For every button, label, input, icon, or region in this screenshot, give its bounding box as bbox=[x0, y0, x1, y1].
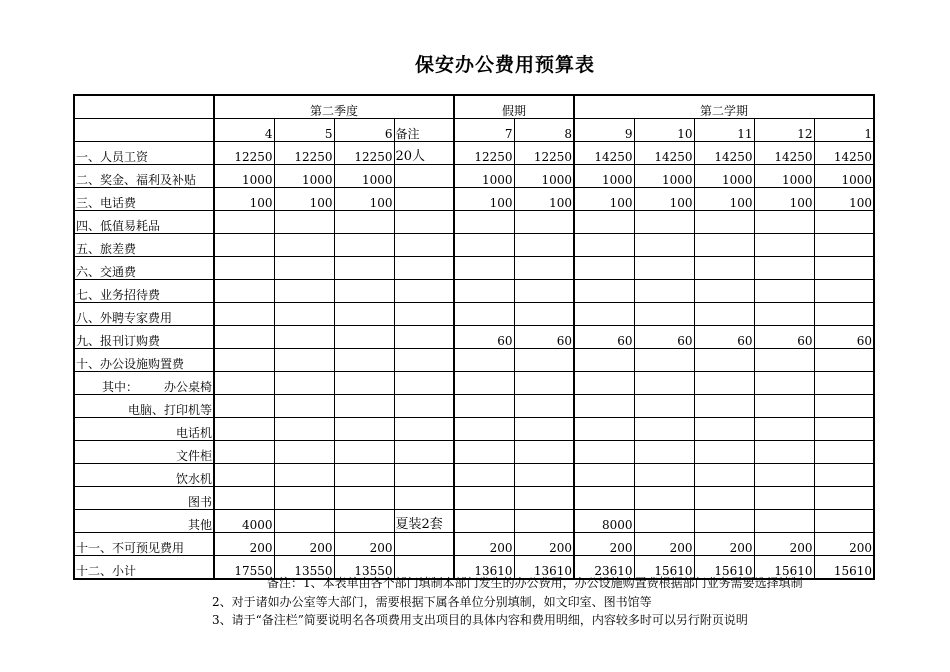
value-cell bbox=[514, 234, 574, 257]
value-cell bbox=[454, 464, 514, 487]
value-cell bbox=[694, 395, 754, 418]
value-cell bbox=[754, 303, 814, 326]
value-cell: 100 bbox=[754, 188, 814, 211]
value-cell bbox=[274, 326, 334, 349]
value-cell bbox=[274, 303, 334, 326]
value-cell bbox=[694, 487, 754, 510]
value-cell: 60 bbox=[514, 326, 574, 349]
sub-item-label bbox=[74, 372, 214, 395]
table-row bbox=[74, 142, 874, 165]
remark-cell bbox=[394, 487, 454, 510]
value-cell bbox=[694, 211, 754, 234]
sub-item-text: 办公桌椅 bbox=[163, 380, 212, 394]
value-cell: 60 bbox=[574, 326, 634, 349]
value-cell bbox=[454, 234, 514, 257]
value-cell: 200 bbox=[694, 533, 754, 556]
value-cell bbox=[514, 372, 574, 395]
value-cell bbox=[574, 418, 634, 441]
value-cell: 200 bbox=[514, 533, 574, 556]
value-cell: 60 bbox=[814, 326, 874, 349]
value-cell: 200 bbox=[634, 533, 694, 556]
value-cell: 13610 bbox=[514, 556, 574, 580]
value-cell: 100 bbox=[514, 188, 574, 211]
month-header: 6 bbox=[334, 119, 394, 142]
table-row bbox=[74, 418, 874, 441]
value-cell bbox=[754, 349, 814, 372]
table-row bbox=[74, 165, 874, 188]
value-cell: 1000 bbox=[814, 165, 874, 188]
value-cell bbox=[514, 464, 574, 487]
value-cell bbox=[214, 418, 274, 441]
value-cell: 100 bbox=[634, 188, 694, 211]
value-cell bbox=[574, 211, 634, 234]
value-cell bbox=[274, 395, 334, 418]
value-cell bbox=[274, 257, 334, 280]
value-cell: 14250 bbox=[754, 142, 814, 165]
value-cell bbox=[634, 280, 694, 303]
month-header: 8 bbox=[514, 119, 574, 142]
value-cell bbox=[274, 234, 334, 257]
value-cell: 200 bbox=[814, 533, 874, 556]
value-cell: 1000 bbox=[334, 165, 394, 188]
value-cell: 200 bbox=[754, 533, 814, 556]
value-cell bbox=[514, 487, 574, 510]
value-cell bbox=[814, 349, 874, 372]
item-label: 八、外聘专家费用 bbox=[74, 303, 214, 326]
value-cell bbox=[334, 464, 394, 487]
item-label: 十、办公设施购置费 bbox=[74, 349, 214, 372]
sub-item-label bbox=[74, 441, 214, 464]
value-cell bbox=[334, 418, 394, 441]
value-cell bbox=[754, 234, 814, 257]
remark-cell bbox=[394, 280, 454, 303]
remark-cell bbox=[394, 326, 454, 349]
value-cell: 12250 bbox=[334, 142, 394, 165]
value-cell: 100 bbox=[274, 188, 334, 211]
month-header: 4 bbox=[214, 119, 274, 142]
value-cell bbox=[334, 372, 394, 395]
remark-cell bbox=[394, 441, 454, 464]
sub-item-label bbox=[74, 395, 214, 418]
value-cell bbox=[214, 487, 274, 510]
value-cell bbox=[634, 211, 694, 234]
value-cell bbox=[694, 441, 754, 464]
value-cell bbox=[214, 211, 274, 234]
value-cell bbox=[814, 280, 874, 303]
value-cell bbox=[514, 349, 574, 372]
value-cell bbox=[454, 372, 514, 395]
value-cell bbox=[634, 418, 694, 441]
group-term2: 第二学期 bbox=[574, 95, 874, 119]
item-label: 十一、不可预见费用 bbox=[74, 533, 214, 556]
value-cell: 60 bbox=[454, 326, 514, 349]
value-cell bbox=[214, 372, 274, 395]
value-cell bbox=[454, 349, 514, 372]
value-cell: 15610 bbox=[754, 556, 814, 580]
sub-item-label bbox=[74, 487, 214, 510]
value-cell bbox=[814, 234, 874, 257]
group-header-row bbox=[74, 95, 874, 119]
value-cell bbox=[274, 372, 334, 395]
group-holiday: 假期 bbox=[454, 95, 574, 119]
value-cell: 200 bbox=[454, 533, 514, 556]
sub-item-text: 电脑、打印机等 bbox=[127, 403, 212, 417]
value-cell bbox=[214, 303, 274, 326]
page-title: 保安办公费用预算表 bbox=[414, 54, 595, 76]
month-header: 1 bbox=[814, 119, 874, 142]
value-cell bbox=[754, 211, 814, 234]
month-header: 12 bbox=[754, 119, 814, 142]
table-body bbox=[74, 95, 874, 579]
value-cell bbox=[454, 395, 514, 418]
value-cell bbox=[814, 372, 874, 395]
item-label: 七、业务招待费 bbox=[74, 280, 214, 303]
value-cell bbox=[274, 280, 334, 303]
value-cell bbox=[334, 487, 394, 510]
month-header: 7 bbox=[454, 119, 514, 142]
value-cell bbox=[694, 280, 754, 303]
value-cell: 15610 bbox=[814, 556, 874, 580]
value-cell bbox=[214, 234, 274, 257]
value-cell bbox=[274, 418, 334, 441]
sub-item-text: 饮水机 bbox=[175, 472, 212, 486]
value-cell bbox=[334, 234, 394, 257]
value-cell bbox=[574, 487, 634, 510]
value-cell bbox=[214, 326, 274, 349]
value-cell bbox=[634, 303, 694, 326]
value-cell bbox=[814, 510, 874, 533]
table-row bbox=[74, 234, 874, 257]
value-cell bbox=[514, 395, 574, 418]
value-cell bbox=[754, 257, 814, 280]
value-cell bbox=[334, 211, 394, 234]
value-cell bbox=[634, 510, 694, 533]
value-cell bbox=[274, 464, 334, 487]
remark-cell bbox=[394, 418, 454, 441]
remark-cell bbox=[394, 234, 454, 257]
value-cell bbox=[454, 418, 514, 441]
value-cell bbox=[694, 257, 754, 280]
value-cell: 200 bbox=[274, 533, 334, 556]
table-row bbox=[74, 303, 874, 326]
value-cell: 1000 bbox=[514, 165, 574, 188]
value-cell: 60 bbox=[694, 326, 754, 349]
value-cell bbox=[814, 211, 874, 234]
table-row bbox=[74, 211, 874, 234]
value-cell bbox=[754, 464, 814, 487]
value-cell: 60 bbox=[754, 326, 814, 349]
value-cell: 100 bbox=[694, 188, 754, 211]
table-row bbox=[74, 257, 874, 280]
remark-cell bbox=[394, 464, 454, 487]
value-cell bbox=[754, 510, 814, 533]
remark-cell bbox=[394, 372, 454, 395]
table-row bbox=[74, 533, 874, 556]
sub-item-text: 图书 bbox=[187, 495, 212, 509]
value-cell: 200 bbox=[214, 533, 274, 556]
value-cell bbox=[634, 395, 694, 418]
corner-cell-2 bbox=[74, 119, 214, 142]
value-cell bbox=[814, 487, 874, 510]
value-cell: 14250 bbox=[814, 142, 874, 165]
item-label: 十二、小计 bbox=[74, 556, 214, 580]
month-header: 5 bbox=[274, 119, 334, 142]
value-cell: 13550 bbox=[334, 556, 394, 580]
value-cell: 100 bbox=[814, 188, 874, 211]
budget-table bbox=[73, 94, 875, 580]
value-cell bbox=[274, 487, 334, 510]
item-label: 九、报刊订购费 bbox=[74, 326, 214, 349]
value-cell bbox=[214, 257, 274, 280]
value-cell bbox=[634, 464, 694, 487]
value-cell bbox=[634, 234, 694, 257]
value-cell bbox=[814, 441, 874, 464]
value-cell bbox=[454, 280, 514, 303]
table-row bbox=[74, 326, 874, 349]
remark-cell bbox=[394, 211, 454, 234]
value-cell: 100 bbox=[574, 188, 634, 211]
value-cell bbox=[274, 510, 334, 533]
value-cell bbox=[574, 464, 634, 487]
value-cell: 100 bbox=[454, 188, 514, 211]
group-q2: 第二季度 bbox=[214, 95, 454, 119]
value-cell: 100 bbox=[214, 188, 274, 211]
table-row bbox=[74, 188, 874, 211]
value-cell: 12250 bbox=[514, 142, 574, 165]
value-cell bbox=[334, 303, 394, 326]
value-cell: 1000 bbox=[634, 165, 694, 188]
value-cell: 8000 bbox=[574, 510, 634, 533]
value-cell: 13610 bbox=[454, 556, 514, 580]
note-1: 备注：1、本表单由各个部门填制本部门发生的办公费用，办公设施购置费根据部门业务需要选择填制 bbox=[267, 576, 803, 590]
item-label: 三、电话费 bbox=[74, 188, 214, 211]
value-cell: 12250 bbox=[214, 142, 274, 165]
value-cell bbox=[274, 349, 334, 372]
item-label: 四、低值易耗品 bbox=[74, 211, 214, 234]
value-cell bbox=[514, 510, 574, 533]
value-cell: 1000 bbox=[754, 165, 814, 188]
table-row bbox=[74, 349, 874, 372]
value-cell bbox=[634, 257, 694, 280]
sub-item-text: 文件柜 bbox=[175, 449, 212, 463]
remark-cell bbox=[394, 533, 454, 556]
value-cell bbox=[814, 257, 874, 280]
value-cell bbox=[754, 280, 814, 303]
corner-cell bbox=[74, 95, 214, 119]
table-row bbox=[74, 280, 874, 303]
value-cell bbox=[334, 441, 394, 464]
value-cell bbox=[334, 280, 394, 303]
remark-cell bbox=[394, 303, 454, 326]
value-cell bbox=[454, 487, 514, 510]
sub-prefix: 其中： bbox=[102, 380, 139, 394]
value-cell bbox=[574, 257, 634, 280]
value-cell: 200 bbox=[334, 533, 394, 556]
sub-item-text: 其他 bbox=[187, 518, 212, 532]
remark-cell bbox=[394, 257, 454, 280]
value-cell bbox=[274, 211, 334, 234]
value-cell bbox=[754, 418, 814, 441]
value-cell: 15610 bbox=[634, 556, 694, 580]
value-cell bbox=[334, 326, 394, 349]
item-label: 六、交通费 bbox=[74, 257, 214, 280]
remark-cell: 夏装2套 bbox=[394, 510, 454, 533]
value-cell: 1000 bbox=[274, 165, 334, 188]
item-label: 一、人员工资 bbox=[74, 142, 214, 165]
value-cell bbox=[814, 395, 874, 418]
value-cell bbox=[214, 280, 274, 303]
value-cell bbox=[214, 349, 274, 372]
value-cell bbox=[514, 280, 574, 303]
value-cell bbox=[514, 418, 574, 441]
table-row bbox=[74, 441, 874, 464]
remark-cell bbox=[394, 395, 454, 418]
value-cell: 1000 bbox=[214, 165, 274, 188]
table-row bbox=[74, 487, 874, 510]
value-cell bbox=[694, 464, 754, 487]
table-row bbox=[74, 510, 874, 533]
remark-cell bbox=[394, 165, 454, 188]
value-cell bbox=[814, 464, 874, 487]
value-cell bbox=[814, 418, 874, 441]
value-cell bbox=[574, 349, 634, 372]
value-cell bbox=[574, 372, 634, 395]
value-cell: 1000 bbox=[454, 165, 514, 188]
table-row bbox=[74, 372, 874, 395]
value-cell bbox=[454, 303, 514, 326]
value-cell bbox=[454, 441, 514, 464]
month-header: 10 bbox=[634, 119, 694, 142]
value-cell: 14250 bbox=[574, 142, 634, 165]
value-cell bbox=[454, 211, 514, 234]
value-cell: 14250 bbox=[634, 142, 694, 165]
value-cell bbox=[514, 257, 574, 280]
remark-cell: 20人 bbox=[394, 142, 454, 165]
value-cell bbox=[694, 349, 754, 372]
value-cell: 12250 bbox=[454, 142, 514, 165]
sub-item-label bbox=[74, 510, 214, 533]
value-cell bbox=[214, 464, 274, 487]
value-cell bbox=[274, 441, 334, 464]
value-cell bbox=[634, 349, 694, 372]
value-cell bbox=[814, 303, 874, 326]
value-cell bbox=[634, 441, 694, 464]
value-cell: 100 bbox=[334, 188, 394, 211]
value-cell bbox=[694, 234, 754, 257]
note-3: 3、请于“备注栏”简要说明名各项费用支出项目的具体内容和费用明细，内容较多时可以另行附页说明 bbox=[212, 613, 748, 627]
value-cell: 4000 bbox=[214, 510, 274, 533]
sub-item-label bbox=[74, 464, 214, 487]
value-cell bbox=[334, 510, 394, 533]
value-cell: 200 bbox=[574, 533, 634, 556]
month-header: 11 bbox=[694, 119, 754, 142]
sub-item-text: 电话机 bbox=[175, 426, 212, 440]
value-cell bbox=[754, 395, 814, 418]
value-cell bbox=[334, 349, 394, 372]
value-cell bbox=[694, 418, 754, 441]
value-cell bbox=[754, 372, 814, 395]
value-cell bbox=[574, 303, 634, 326]
value-cell bbox=[574, 441, 634, 464]
value-cell bbox=[634, 487, 694, 510]
value-cell bbox=[514, 303, 574, 326]
value-cell bbox=[454, 510, 514, 533]
table-row bbox=[74, 395, 874, 418]
value-cell bbox=[694, 303, 754, 326]
remark-cell bbox=[394, 188, 454, 211]
value-cell bbox=[514, 441, 574, 464]
value-cell bbox=[454, 257, 514, 280]
value-cell bbox=[574, 234, 634, 257]
value-cell: 15610 bbox=[694, 556, 754, 580]
item-label: 五、旅差费 bbox=[74, 234, 214, 257]
value-cell: 23610 bbox=[574, 556, 634, 580]
value-cell bbox=[214, 441, 274, 464]
value-cell: 60 bbox=[634, 326, 694, 349]
month-header: 9 bbox=[574, 119, 634, 142]
value-cell bbox=[514, 211, 574, 234]
note-2: 2、对于诸如办公室等大部门，需要根据下属各单位分别填制，如文印室、图书馆等 bbox=[212, 595, 652, 609]
value-cell bbox=[214, 395, 274, 418]
value-cell: 14250 bbox=[694, 142, 754, 165]
value-cell: 17550 bbox=[214, 556, 274, 580]
remark-header: 备注 bbox=[394, 119, 454, 142]
value-cell: 12250 bbox=[274, 142, 334, 165]
table-row bbox=[74, 464, 874, 487]
value-cell bbox=[694, 510, 754, 533]
value-cell: 13550 bbox=[274, 556, 334, 580]
value-cell bbox=[334, 395, 394, 418]
month-header-row bbox=[74, 119, 874, 142]
item-label: 二、奖金、福利及补贴 bbox=[74, 165, 214, 188]
value-cell bbox=[574, 395, 634, 418]
value-cell bbox=[754, 487, 814, 510]
value-cell bbox=[694, 372, 754, 395]
remark-cell bbox=[394, 349, 454, 372]
value-cell bbox=[574, 280, 634, 303]
value-cell bbox=[634, 372, 694, 395]
value-cell bbox=[754, 441, 814, 464]
sub-item-label bbox=[74, 418, 214, 441]
value-cell: 1000 bbox=[574, 165, 634, 188]
value-cell bbox=[334, 257, 394, 280]
value-cell: 1000 bbox=[694, 165, 754, 188]
